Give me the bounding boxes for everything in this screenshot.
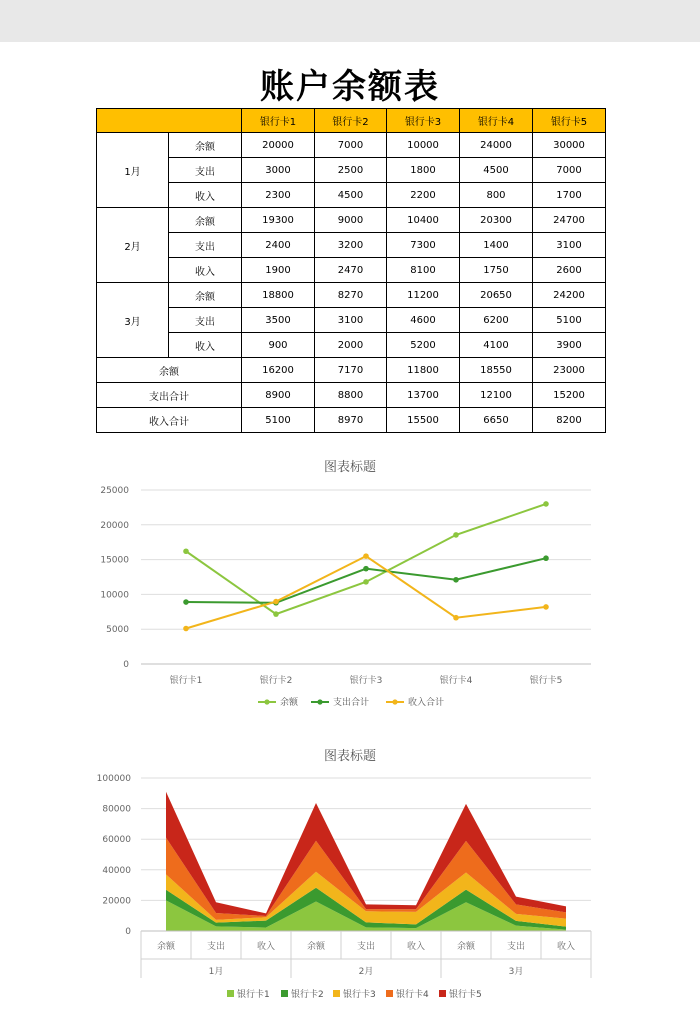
table-cell: 3200 [315,233,387,258]
table-cell: 2400 [242,233,315,258]
y-tick-label: 20000 [100,520,129,531]
table-cell: 20300 [460,208,533,233]
y-tick-label: 60000 [102,835,131,846]
data-point [543,604,549,610]
column-header: 银行卡1 [242,109,315,133]
table-cell: 1750 [460,258,533,283]
area-chart [96,740,605,1010]
table-cell: 8800 [315,383,387,408]
legend-swatch [227,990,234,997]
x-tick-label: 收入 [406,942,426,952]
table-cell: 5100 [242,408,315,433]
column-header: 银行卡4 [460,109,533,133]
table-cell: 11200 [387,283,460,308]
table-cell: 24700 [533,208,606,233]
table-cell: 8970 [315,408,387,433]
chart-title: 图表标题 [323,749,377,764]
table-cell: 800 [460,183,533,208]
x-tick-label: 银行卡1 [169,676,203,686]
legend-label: 银行卡1 [237,990,270,1000]
legend-label: 银行卡4 [396,990,429,1000]
data-point [453,577,459,583]
x-tick-label: 支出 [506,942,526,952]
table-cell: 10000 [387,133,460,158]
table-cell: 6200 [460,308,533,333]
x-tick-label: 银行卡4 [439,676,473,686]
table-cell: 1400 [460,233,533,258]
row-label: 支出 [169,158,242,183]
table-cell: 10400 [387,208,460,233]
data-point [363,553,369,559]
table-cell: 19300 [242,208,315,233]
table-cell: 4600 [387,308,460,333]
x-tick-label: 支出 [356,942,376,952]
data-point [273,599,279,605]
table-row [97,358,606,383]
table-cell: 13700 [387,383,460,408]
column-header: 银行卡5 [533,109,606,133]
y-tick-label: 0 [125,927,131,937]
column-header: 银行卡2 [315,109,387,133]
x-tick-label: 银行卡5 [529,676,563,686]
header-blank-cell [97,109,242,133]
table-cell: 1900 [242,258,315,283]
y-tick-label: 100000 [96,774,131,784]
y-tick-label: 5000 [106,625,129,636]
table-cell: 5200 [387,333,460,358]
table-cell: 3900 [533,333,606,358]
legend-swatch [333,990,340,997]
row-label: 余额 [169,133,242,158]
y-tick-label: 40000 [102,865,131,876]
table-row [97,208,606,233]
table-cell: 7170 [315,358,387,383]
total-row-label: 收入合计 [97,408,242,433]
data-point [363,579,369,585]
table-cell: 8100 [387,258,460,283]
table-row [97,183,606,208]
legend-label: 银行卡5 [449,990,482,1000]
column-header: 银行卡3 [387,109,460,133]
table-cell: 30000 [533,133,606,158]
table-cell: 1700 [533,183,606,208]
table-cell: 15200 [533,383,606,408]
y-tick-label: 10000 [100,590,129,601]
table-cell: 8200 [533,408,606,433]
table-cell: 7300 [387,233,460,258]
table-cell: 6650 [460,408,533,433]
month-label: 1月 [97,133,169,208]
table-cell: 7000 [315,133,387,158]
line-chart [96,450,605,718]
table-cell: 3100 [533,233,606,258]
data-point [543,501,549,507]
y-tick-label: 80000 [102,804,131,815]
table-row [97,383,606,408]
legend-label: 银行卡2 [291,990,324,1000]
table-cell: 5100 [533,308,606,333]
table-cell: 3500 [242,308,315,333]
table-cell: 12100 [460,383,533,408]
x-tick-label: 支出 [206,942,226,952]
x-group-label: 1月 [208,967,224,977]
chart-title: 图表标题 [323,460,377,475]
table-cell: 8270 [315,283,387,308]
top-band [0,0,700,42]
row-label: 收入 [169,258,242,283]
table-row [97,408,606,433]
table-row [97,158,606,183]
x-tick-label: 余额 [456,942,476,952]
data-point [183,548,189,554]
table-cell: 4500 [460,158,533,183]
x-group-label: 3月 [508,967,524,977]
table-cell: 2200 [387,183,460,208]
table-cell: 2600 [533,258,606,283]
data-point [183,626,189,632]
row-label: 支出 [169,308,242,333]
table-cell: 4500 [315,183,387,208]
table-row [97,308,606,333]
data-point [453,615,459,621]
row-label: 余额 [169,208,242,233]
row-label: 收入 [169,333,242,358]
legend-swatch [281,990,288,997]
legend-label: 银行卡3 [343,990,376,1000]
x-group-label: 2月 [358,967,374,977]
row-label: 支出 [169,233,242,258]
table-cell: 900 [242,333,315,358]
table-row [97,283,606,308]
y-tick-label: 15000 [100,555,129,566]
table-cell: 18550 [460,358,533,383]
total-row-label: 支出合计 [97,383,242,408]
table-cell: 18800 [242,283,315,308]
table-cell: 2500 [315,158,387,183]
page-title: 账户余额表 [260,67,440,107]
table-cell: 3000 [242,158,315,183]
legend-label: 余额 [280,698,299,708]
table-cell: 8900 [242,383,315,408]
y-tick-label: 20000 [102,896,131,907]
table-cell: 16200 [242,358,315,383]
table-cell: 4100 [460,333,533,358]
table-cell: 24200 [533,283,606,308]
legend-swatch [439,990,446,997]
table-cell: 20650 [460,283,533,308]
x-tick-label: 银行卡3 [349,676,383,686]
table-cell: 24000 [460,133,533,158]
table-cell: 15500 [387,408,460,433]
data-point [273,611,279,617]
table-cell: 20000 [242,133,315,158]
x-tick-label: 银行卡2 [259,676,293,686]
table-row [97,333,606,358]
legend-marker [392,699,397,704]
table-cell: 2300 [242,183,315,208]
table-cell: 3100 [315,308,387,333]
line-chart-svg [96,450,605,718]
total-row-label: 余额 [97,358,242,383]
table-cell: 1800 [387,158,460,183]
legend-marker [264,699,269,704]
table-cell: 2000 [315,333,387,358]
data-point [363,566,369,572]
data-point [453,532,459,538]
legend-label: 支出合计 [333,698,370,708]
series-line [186,504,546,614]
account-table [96,108,606,433]
data-point [183,599,189,605]
table-cell: 9000 [315,208,387,233]
y-tick-label: 0 [123,660,129,670]
legend-marker [317,699,322,704]
data-point [543,555,549,561]
x-tick-label: 收入 [556,942,576,952]
table-cell: 7000 [533,158,606,183]
x-tick-label: 余额 [156,942,176,952]
table-row [97,133,606,158]
legend-swatch [386,990,393,997]
table-row [97,258,606,283]
table-cell: 2470 [315,258,387,283]
row-label: 收入 [169,183,242,208]
month-label: 2月 [97,208,169,283]
table-row [97,233,606,258]
table-cell: 11800 [387,358,460,383]
month-label: 3月 [97,283,169,358]
x-tick-label: 收入 [256,942,276,952]
y-tick-label: 25000 [100,486,129,496]
x-tick-label: 余额 [306,942,326,952]
legend-label: 收入合计 [408,698,445,708]
area-chart-svg [96,740,605,1010]
row-label: 余额 [169,283,242,308]
table-cell: 23000 [533,358,606,383]
table-header-row [97,109,606,133]
